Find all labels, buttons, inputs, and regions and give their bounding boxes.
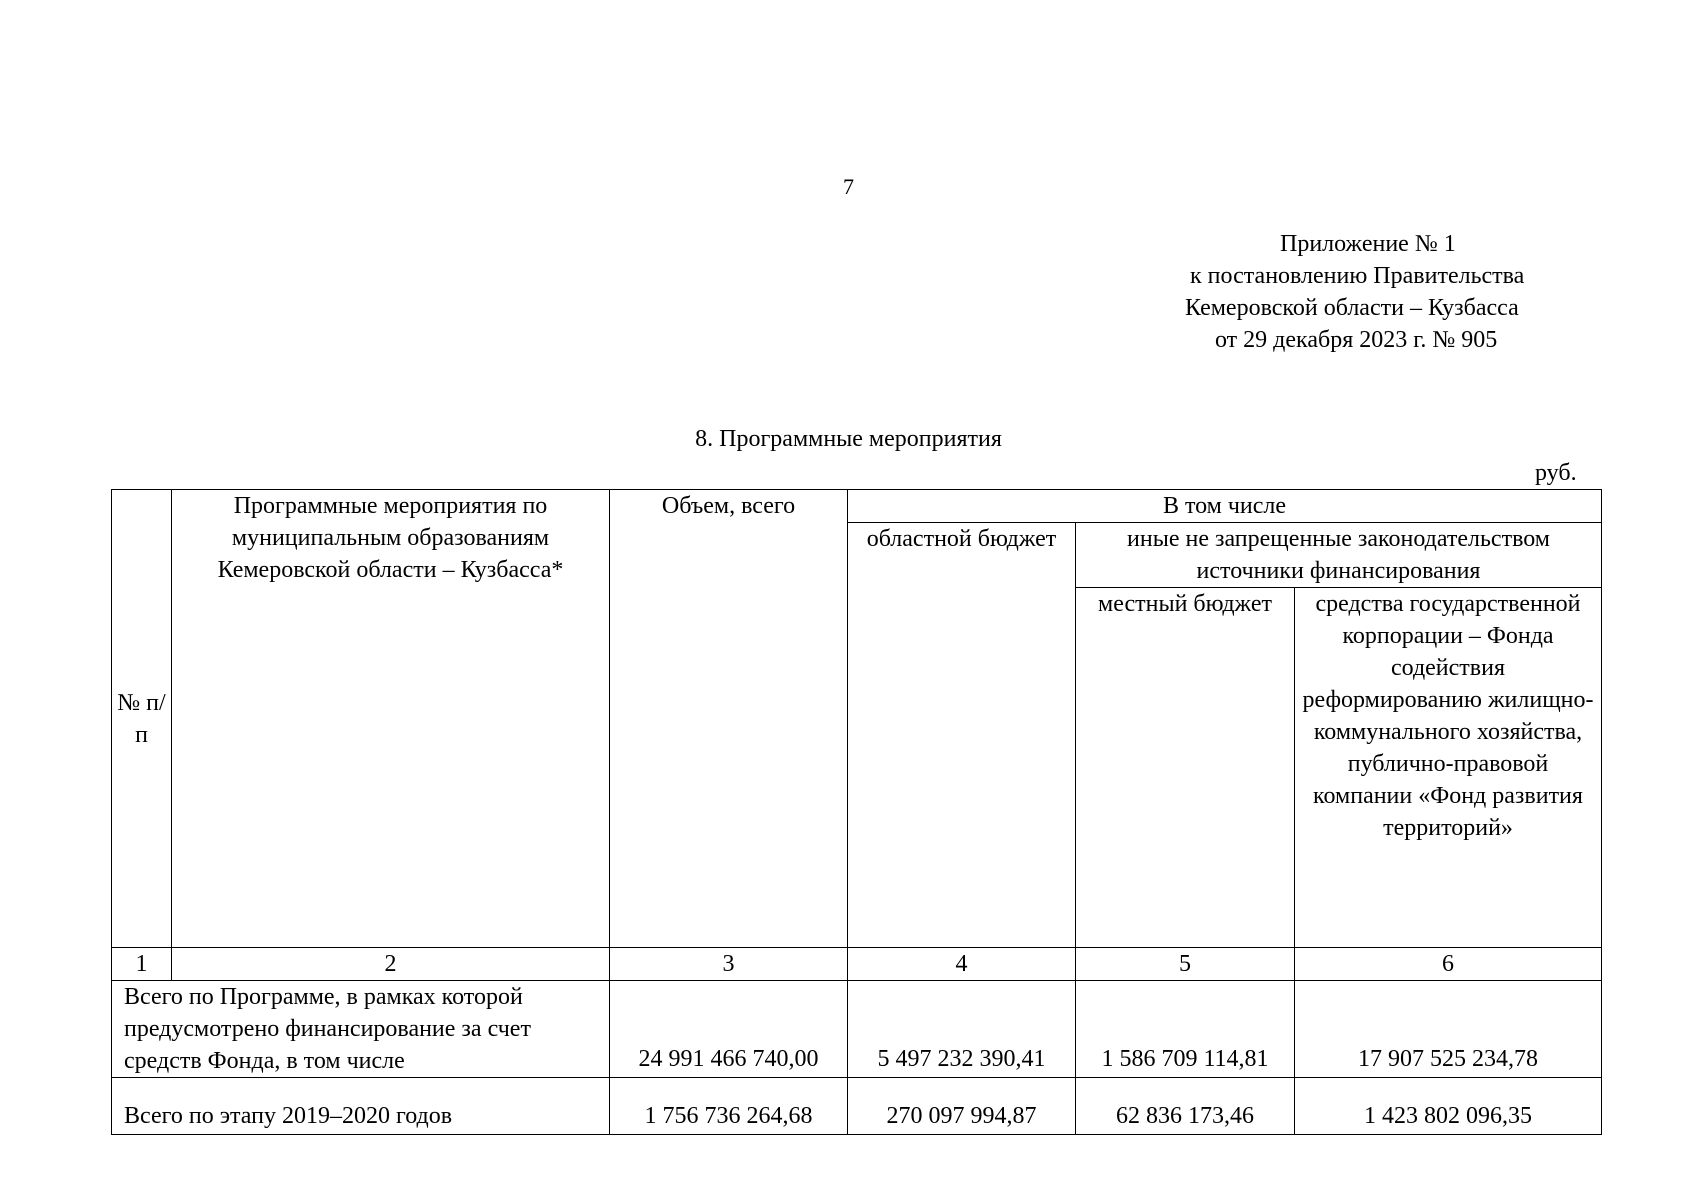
table-row <box>112 981 1602 1078</box>
column-number: 4 <box>848 948 1076 981</box>
column-numbers-row <box>112 948 1602 981</box>
header-local-budget: местный бюджет <box>1076 588 1295 948</box>
header-regional-budget: областной бюджет <box>848 523 1076 948</box>
appendix-header <box>1180 228 1600 356</box>
page-number: 7 <box>843 174 854 199</box>
column-number: 5 <box>1076 948 1295 981</box>
cell-local: 62 836 173,46 <box>1076 1078 1295 1135</box>
column-number: 1 <box>112 948 172 981</box>
appendix-line-4: от 29 декабря 2023 г. № 905 <box>1215 327 1498 353</box>
cell-local: 1 586 709 114,81 <box>1076 981 1295 1078</box>
cell-regional: 5 497 232 390,41 <box>848 981 1076 1078</box>
cell-regional: 270 097 994,87 <box>848 1078 1076 1135</box>
header-events: Программные мероприятия по муниципальным образованиям Кемеровской области – Кузбасса* <box>172 490 610 948</box>
cell-fund: 17 907 525 234,78 <box>1295 981 1602 1078</box>
header-other-sources: иные не запрещенные законодательством источники финансирования <box>1076 523 1602 588</box>
column-number: 2 <box>172 948 610 981</box>
appendix-line-1: Приложение № 1 <box>1280 231 1456 257</box>
unit-label: руб. <box>1535 460 1577 486</box>
table-row <box>112 1078 1602 1135</box>
appendix-line-3: Кемеровской области – Кузбасса <box>1185 295 1519 321</box>
program-events-table <box>111 489 1602 1135</box>
section-title: 8. Программные мероприятия <box>695 426 1002 452</box>
header-volume: Объем, всего <box>610 490 848 948</box>
header-num: № п/п <box>112 490 172 948</box>
column-number: 6 <box>1295 948 1602 981</box>
cell-fund: 1 423 802 096,35 <box>1295 1078 1602 1135</box>
cell-volume: 24 991 466 740,00 <box>610 981 848 1078</box>
header-fund: средства государственной корпорации – Фонда содействия реформированию жилищно-коммунального хозяйства, публично-правовой компании «Фонд развития территорий» <box>1295 588 1602 948</box>
column-number: 3 <box>610 948 848 981</box>
row-label: Всего по этапу 2019–2020 годов <box>112 1078 610 1135</box>
header-including: В том числе <box>848 490 1602 523</box>
cell-volume: 1 756 736 264,68 <box>610 1078 848 1135</box>
row-label: Всего по Программе, в рамках которой предусмотрено финансирование за счет средств Фонда, в том числе <box>112 981 610 1078</box>
appendix-line-2: к постановлению Правительства <box>1190 263 1525 289</box>
